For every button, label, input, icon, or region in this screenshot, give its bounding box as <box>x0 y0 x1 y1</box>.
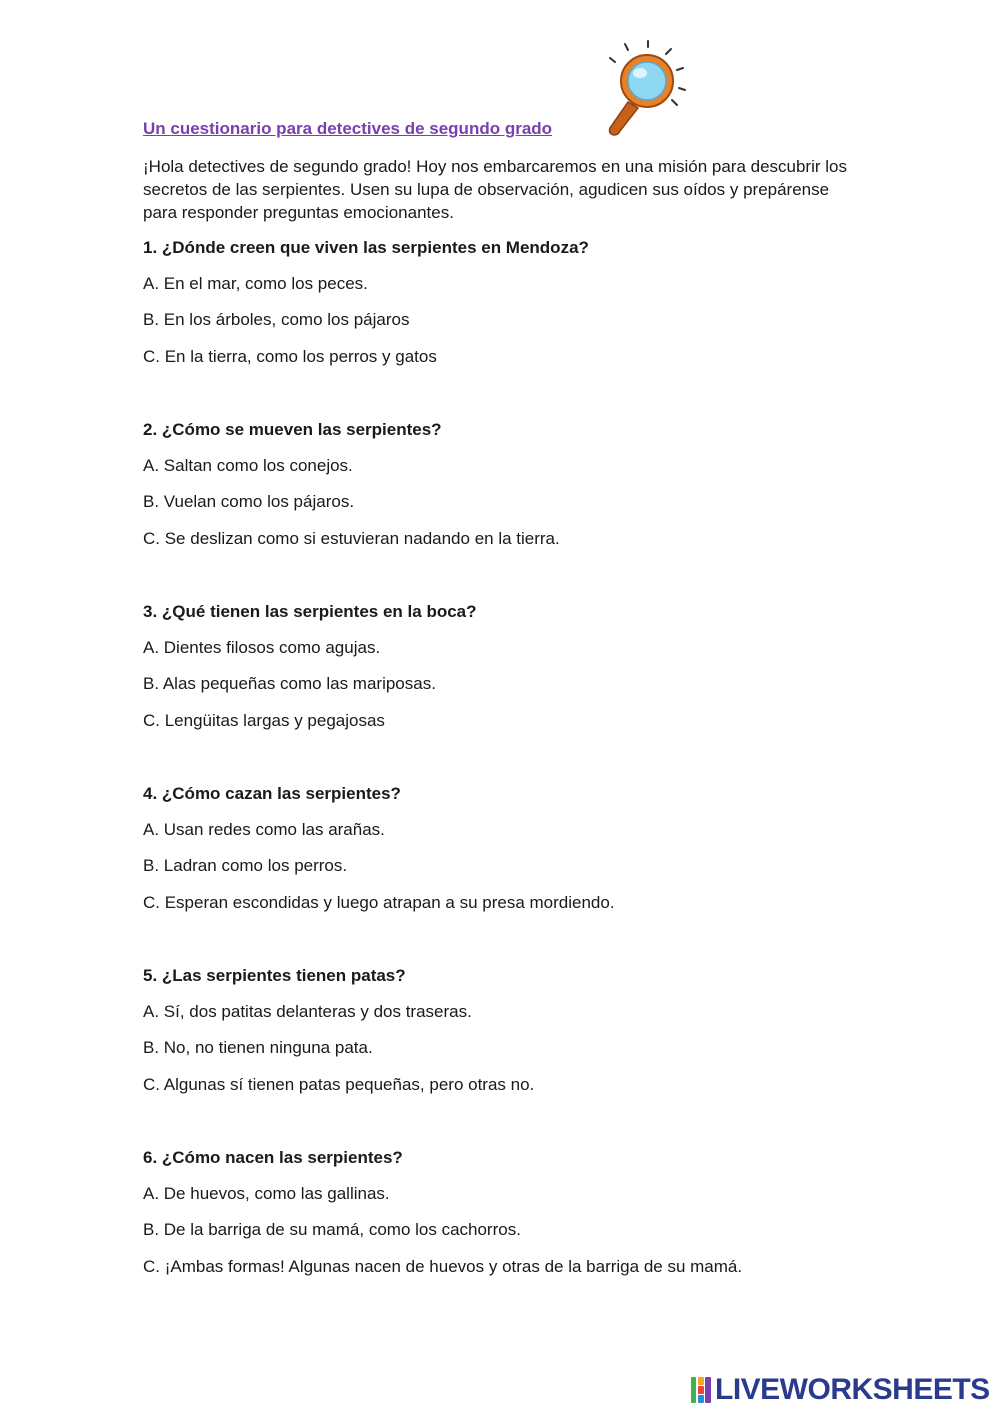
question-2-option-b[interactable]: B. Vuelan como los pájaros. <box>143 492 355 511</box>
liveworksheets-logo-text: LIVEWORKSHEETS <box>715 1373 990 1406</box>
question-6-option-c[interactable]: C. ¡Ambas formas! Algunas nacen de huevos y otras de la barriga de su mamá. <box>143 1257 743 1276</box>
question-3: 3. ¿Qué tienen las serpientes en la boca? <box>143 602 477 621</box>
question-3-option-b[interactable]: B. Alas pequeñas como las mariposas. <box>143 674 436 693</box>
liveworksheets-logo-icon <box>690 1375 712 1405</box>
question-5-option-b[interactable]: B. No, no tienen ninguna pata. <box>143 1038 373 1057</box>
question-3-option-a[interactable]: A. Dientes filosos como agujas. <box>143 638 381 657</box>
question-6-option-a[interactable]: A. De huevos, como las gallinas. <box>143 1184 390 1203</box>
question-1-option-a[interactable]: A. En el mar, como los peces. <box>143 274 368 293</box>
question-4: 4. ¿Cómo cazan las serpientes? <box>143 784 401 803</box>
question-5: 5. ¿Las serpientes tienen patas? <box>143 966 406 985</box>
question-1-option-c[interactable]: C. En la tierra, como los perros y gatos <box>143 347 437 366</box>
question-4-option-a[interactable]: A. Usan redes como las arañas. <box>143 820 385 839</box>
question-3-option-c[interactable]: C. Lengüitas largas y pegajosas <box>143 711 385 730</box>
question-4-option-b[interactable]: B. Ladran como los perros. <box>143 856 348 875</box>
question-6-option-b[interactable]: B. De la barriga de su mamá, como los cachorros. <box>143 1220 521 1239</box>
question-2-option-c[interactable]: C. Se deslizan como si estuvieran nadando en la tierra. <box>143 529 560 548</box>
question-5-option-c[interactable]: C. Algunas sí tienen patas pequeñas, pero otras no. <box>143 1075 535 1094</box>
question-1-option-b[interactable]: B. En los árboles, como los pájaros <box>143 310 410 329</box>
question-6: 6. ¿Cómo nacen las serpientes? <box>143 1148 403 1167</box>
magnifying-glass-icon <box>600 40 695 140</box>
question-1: 1. ¿Dónde creen que viven las serpientes en Mendoza? <box>143 238 589 257</box>
question-2: 2. ¿Cómo se mueven las serpientes? <box>143 420 442 439</box>
intro-paragraph: ¡Hola detectives de segundo grado! Hoy nos embarcaremos en una misión para descubrir los secretos de las serpientes. Usen su lupa de observación, agudicen sus oídos y prepárense para responder preguntas emocionantes. <box>143 157 847 222</box>
question-5-option-a[interactable]: A. Sí, dos patitas delanteras y dos traseras. <box>143 1002 472 1021</box>
question-4-option-c[interactable]: C. Esperan escondidas y luego atrapan a su presa mordiendo. <box>143 893 615 912</box>
worksheet-title: Un cuestionario para detectives de segundo grado <box>143 119 553 138</box>
liveworksheets-logo[interactable] <box>690 1372 990 1408</box>
question-2-option-a[interactable]: A. Saltan como los conejos. <box>143 456 353 475</box>
